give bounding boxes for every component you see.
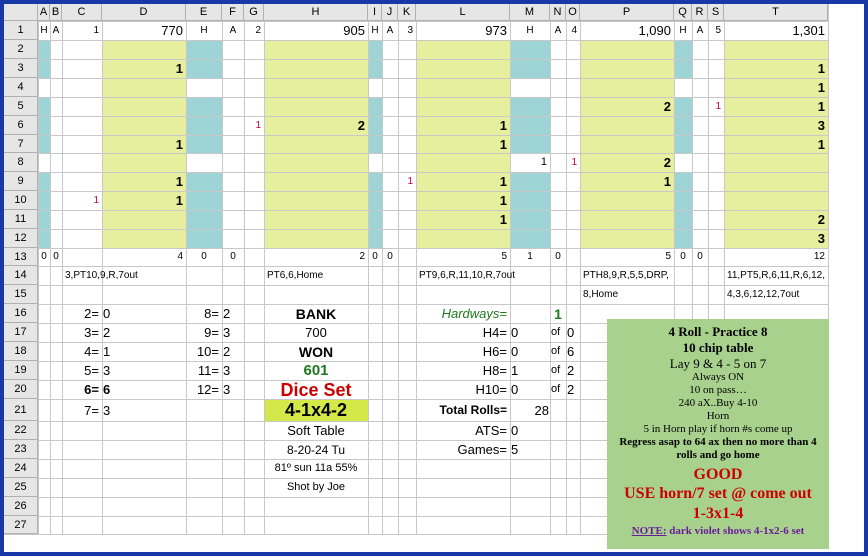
note-line12: USE horn/7 set @ come out bbox=[624, 485, 812, 502]
teal-cell-i7 bbox=[368, 135, 382, 153]
row-header-21[interactable]: 21 bbox=[4, 399, 38, 421]
cell-t13: 12 bbox=[813, 251, 825, 262]
cell-l14: PT9,6,R,11,10,R,7out bbox=[419, 269, 515, 281]
grid-hline bbox=[4, 191, 828, 192]
column-header-o[interactable]: O bbox=[566, 4, 580, 21]
cell-i1: H bbox=[371, 24, 379, 36]
cell-d10: 1 bbox=[175, 193, 183, 208]
teal-cell-m12 bbox=[510, 229, 550, 248]
cell-h14: PT6,6,Home bbox=[267, 269, 324, 281]
column-header-g[interactable]: G bbox=[244, 4, 264, 21]
cell-d9: 1 bbox=[175, 174, 183, 189]
cell-o1: 4 bbox=[571, 24, 577, 36]
cell-d13: 4 bbox=[177, 251, 183, 262]
column-header-n[interactable]: N bbox=[550, 4, 566, 21]
corner-select-all[interactable] bbox=[4, 4, 38, 21]
bank-table: Soft Table bbox=[287, 423, 345, 438]
column-header-b[interactable]: B bbox=[50, 4, 62, 21]
cell-k1: 3 bbox=[407, 24, 413, 36]
cell-h1: 905 bbox=[343, 23, 365, 38]
grid-hline bbox=[4, 97, 828, 98]
teal-cell-e11 bbox=[186, 210, 222, 229]
cell-p5: 2 bbox=[663, 99, 671, 114]
grid-hline bbox=[4, 248, 828, 249]
teal-cell-m10 bbox=[510, 191, 550, 210]
cell-m8: 1 bbox=[540, 156, 547, 168]
teal-cell-a2 bbox=[38, 40, 50, 59]
cell-d1: 770 bbox=[161, 23, 183, 38]
note-line13: 1-3x1-4 bbox=[692, 505, 744, 522]
total-rolls-label: Total Rolls= bbox=[439, 403, 507, 417]
cell-p1: 1,090 bbox=[638, 23, 671, 38]
hardway-h8-label: H8= bbox=[482, 363, 507, 378]
note-line5: 10 on pass… bbox=[689, 384, 747, 396]
cell-b13: 0 bbox=[53, 251, 59, 262]
teal-cell-i11 bbox=[368, 210, 382, 229]
cell-t12: 3 bbox=[817, 231, 825, 246]
teal-cell-m2 bbox=[510, 40, 550, 59]
teal-cell-e7 bbox=[186, 135, 222, 153]
grid-hline bbox=[4, 266, 828, 267]
yellow-column-p bbox=[580, 40, 674, 248]
cell-f13: 0 bbox=[230, 251, 236, 262]
cell-m13: 1 bbox=[527, 251, 533, 262]
teal-cell-i3 bbox=[368, 59, 382, 78]
count-two-value: 0 bbox=[103, 306, 111, 321]
cell-t4: 1 bbox=[817, 80, 825, 95]
column-header-j[interactable]: J bbox=[382, 4, 398, 21]
teal-cell-e3 bbox=[186, 59, 222, 78]
cell-k9: 1 bbox=[407, 175, 413, 187]
hardway-h8-max: 2 bbox=[567, 363, 575, 378]
hardway-h10-max: 2 bbox=[567, 382, 575, 397]
cell-h13: 2 bbox=[359, 251, 365, 262]
count-seven-label: 7= bbox=[84, 402, 99, 418]
row-header-18[interactable]: 18 bbox=[4, 342, 38, 361]
grid-hline bbox=[4, 172, 828, 173]
count-six-label: 6= bbox=[84, 382, 99, 397]
row-header-13[interactable]: 13 bbox=[4, 248, 38, 266]
teal-cell-m9 bbox=[510, 172, 550, 191]
grid-hline bbox=[4, 21, 828, 22]
games-value: 5 bbox=[511, 442, 519, 457]
teal-cell-a11 bbox=[38, 210, 50, 229]
cell-c10: 1 bbox=[93, 194, 99, 206]
cell-p9: 1 bbox=[663, 174, 671, 189]
grid-vline bbox=[382, 4, 383, 534]
ats-value: 0 bbox=[511, 423, 519, 438]
column-header-c[interactable]: C bbox=[62, 4, 102, 21]
teal-cell-m6 bbox=[510, 116, 550, 135]
note-line14 bbox=[607, 526, 829, 537]
column-header-m[interactable]: M bbox=[510, 4, 550, 21]
note-line1: 4 Roll - Practice 8 bbox=[668, 324, 768, 339]
grid-hline bbox=[4, 135, 828, 136]
grid-hline bbox=[4, 116, 828, 117]
hardway-h10-of: of bbox=[551, 383, 561, 395]
teal-cell-m5 bbox=[510, 97, 550, 116]
count-three-value: 2 bbox=[103, 325, 111, 340]
teal-cell-e10 bbox=[186, 191, 222, 210]
column-header-s[interactable]: S bbox=[708, 4, 724, 21]
cell-t6: 3 bbox=[817, 118, 825, 133]
count-eight-value: 2 bbox=[223, 306, 231, 321]
teal-cell-q2 bbox=[674, 40, 692, 59]
count-four-label: 4= bbox=[84, 344, 99, 359]
grid-vline bbox=[38, 4, 39, 534]
teal-cell-q10 bbox=[674, 191, 692, 210]
cell-l6: 1 bbox=[499, 118, 507, 133]
row-header-3[interactable]: 3 bbox=[4, 59, 38, 78]
note-line7: Horn bbox=[706, 410, 730, 422]
teal-cell-q11 bbox=[674, 210, 692, 229]
teal-cell-a6 bbox=[38, 116, 50, 135]
bank-won-val: 601 bbox=[303, 362, 329, 379]
column-header-a[interactable]: A bbox=[38, 4, 50, 21]
teal-cell-m3 bbox=[510, 59, 550, 78]
column-header-d[interactable]: D bbox=[102, 4, 186, 21]
cell-l7: 1 bbox=[499, 136, 507, 152]
cell-t11: 2 bbox=[817, 212, 825, 227]
cell-r1: A bbox=[696, 24, 704, 36]
column-header-e[interactable]: E bbox=[186, 4, 222, 21]
teal-cell-q12 bbox=[674, 229, 692, 248]
count-five-value: 3 bbox=[103, 363, 111, 378]
count-twelve-label: 12= bbox=[196, 382, 219, 397]
cell-m1: H bbox=[526, 24, 534, 36]
cell-b1: A bbox=[52, 24, 60, 36]
column-header-l[interactable]: L bbox=[416, 4, 510, 21]
row-header-15[interactable]: 15 bbox=[4, 285, 38, 304]
cell-t14: 11,PT5,R,6,11,R,6,12, bbox=[727, 269, 826, 281]
note-line9: Regress asap to 64 ax then no more than 4 bbox=[619, 436, 817, 448]
hardway-h6-label: H6= bbox=[482, 344, 507, 359]
teal-cell-e2 bbox=[186, 40, 222, 59]
cell-l1: 973 bbox=[485, 23, 507, 38]
cell-l10: 1 bbox=[499, 193, 507, 208]
row-header-27[interactable]: 27 bbox=[4, 516, 38, 534]
bank-won-label: WON bbox=[298, 343, 334, 360]
note-label: NOTE: bbox=[631, 525, 667, 537]
row-header-2[interactable]: 2 bbox=[4, 40, 38, 59]
bank-dice-set-label: Dice Set bbox=[280, 379, 352, 400]
hardway-h4-label: H4= bbox=[482, 325, 507, 340]
teal-cell-a10 bbox=[38, 191, 50, 210]
cell-i13: 0 bbox=[372, 251, 378, 262]
cell-t1: 1,301 bbox=[792, 23, 825, 38]
row-header-23[interactable]: 23 bbox=[4, 440, 38, 459]
row-header-1[interactable]: 1 bbox=[4, 21, 38, 40]
count-eleven-label: 11= bbox=[197, 363, 219, 378]
teal-cell-q5 bbox=[674, 97, 692, 116]
cell-q13: 0 bbox=[680, 251, 686, 262]
hardway-h6-max: 6 bbox=[567, 344, 575, 359]
grid-hline bbox=[4, 210, 828, 211]
cell-l9: 1 bbox=[499, 174, 507, 189]
grid-vline bbox=[580, 4, 581, 534]
count-four-value: 1 bbox=[103, 344, 111, 359]
hardway-h4-value: 0 bbox=[511, 325, 519, 340]
total-rolls-value: 28 bbox=[534, 402, 549, 418]
hardway-h10-value: 0 bbox=[511, 382, 519, 397]
note-line4: Always ON bbox=[691, 371, 745, 383]
grid-hline bbox=[4, 59, 828, 60]
teal-cell-q7 bbox=[674, 135, 692, 153]
cell-l13: 5 bbox=[501, 251, 507, 262]
cell-r13: 0 bbox=[697, 251, 703, 262]
note-line6: 240 aX..Buy 4-10 bbox=[678, 397, 758, 409]
hardway-h8-of: of bbox=[551, 364, 561, 376]
column-header-r[interactable]: R bbox=[692, 4, 708, 21]
grid-vline bbox=[62, 4, 63, 534]
grid-vline bbox=[102, 4, 103, 534]
row-header-6[interactable]: 6 bbox=[4, 116, 38, 135]
count-nine-value: 3 bbox=[223, 325, 231, 340]
teal-cell-m11 bbox=[510, 210, 550, 229]
teal-cell-i2 bbox=[368, 40, 382, 59]
teal-cell-m7 bbox=[510, 135, 550, 153]
row-header-20[interactable]: 20 bbox=[4, 380, 38, 399]
teal-cell-e12 bbox=[186, 229, 222, 248]
cell-o8: 1 bbox=[571, 156, 577, 168]
note-line3: Lay 9 & 4 - 5 on 7 bbox=[669, 356, 767, 371]
count-seven-value: 3 bbox=[103, 402, 111, 418]
cell-l11: 1 bbox=[499, 212, 507, 227]
count-two-label: 2= bbox=[84, 306, 99, 321]
count-ten-label: 10= bbox=[196, 344, 219, 359]
column-header-f[interactable]: F bbox=[222, 4, 244, 21]
cell-e13: 0 bbox=[201, 251, 207, 262]
hardway-h4-max: 0 bbox=[567, 325, 575, 340]
grid-hline bbox=[4, 153, 828, 154]
cell-g1: 2 bbox=[255, 24, 261, 36]
cell-j1: A bbox=[386, 24, 394, 36]
cell-e1: H bbox=[200, 24, 208, 36]
note-line8: 5 in Horn play if horn #s come up bbox=[643, 423, 793, 435]
teal-cell-i6 bbox=[368, 116, 382, 135]
column-header-q[interactable]: Q bbox=[674, 4, 692, 21]
hardway-h6-of: of bbox=[551, 345, 561, 357]
note-line11: GOOD bbox=[693, 466, 743, 483]
row-header-5[interactable]: 5 bbox=[4, 97, 38, 116]
cell-t7: 1 bbox=[817, 136, 825, 152]
cell-t15: 4,3,6,12,12,7out bbox=[727, 288, 800, 300]
row-header-10[interactable]: 10 bbox=[4, 191, 38, 210]
count-twelve-value: 3 bbox=[223, 382, 231, 397]
column-header-k[interactable]: K bbox=[398, 4, 416, 21]
cell-n1: A bbox=[554, 24, 562, 36]
grid-vline bbox=[368, 4, 369, 534]
cell-j13: 0 bbox=[387, 251, 393, 262]
teal-cell-q6 bbox=[674, 116, 692, 135]
count-six-value: 6 bbox=[103, 382, 111, 397]
ats-label: ATS= bbox=[475, 423, 507, 438]
cell-p8: 2 bbox=[663, 155, 671, 170]
teal-cell-e6 bbox=[186, 116, 222, 135]
teal-cell-i5 bbox=[368, 97, 382, 116]
note-line10: rolls and go home bbox=[676, 449, 760, 461]
row-header-26[interactable]: 26 bbox=[4, 497, 38, 516]
hardway-h10-label: H10= bbox=[475, 382, 507, 397]
cell-a13: 0 bbox=[41, 251, 47, 262]
row-header-8[interactable]: 8 bbox=[4, 153, 38, 172]
cell-d3: 1 bbox=[175, 61, 183, 76]
row-header-11[interactable]: 11 bbox=[4, 210, 38, 229]
note-text: dark violet shows 4-1x2-6 set bbox=[666, 525, 805, 537]
row-header-24[interactable]: 24 bbox=[4, 459, 38, 478]
row-header-12[interactable]: 12 bbox=[4, 229, 38, 248]
grid-hline bbox=[4, 229, 828, 230]
grid-hline bbox=[4, 78, 828, 79]
grid-hline bbox=[4, 304, 828, 305]
bank-dice-set-val: 4-1x4-2 bbox=[284, 400, 348, 420]
row-header-22[interactable]: 22 bbox=[4, 421, 38, 440]
hardway-h8-value: 1 bbox=[511, 363, 519, 378]
row-header-16[interactable]: 16 bbox=[4, 304, 38, 323]
hardway-h4-of: of bbox=[551, 326, 561, 338]
teal-cell-a7 bbox=[38, 135, 50, 153]
cell-g6: 1 bbox=[255, 119, 261, 131]
column-header-t[interactable]: T bbox=[724, 4, 828, 21]
row-header-25[interactable]: 25 bbox=[4, 478, 38, 497]
hardway-h6-value: 0 bbox=[511, 344, 519, 359]
row-header-7[interactable]: 7 bbox=[4, 135, 38, 153]
cell-h6: 2 bbox=[357, 118, 365, 133]
cell-s1: 5 bbox=[715, 24, 721, 36]
games-label: Games= bbox=[457, 442, 507, 457]
teal-cell-a3 bbox=[38, 59, 50, 78]
grid-vline bbox=[186, 4, 187, 534]
column-header-p[interactable]: P bbox=[580, 4, 674, 21]
teal-cell-q3 bbox=[674, 59, 692, 78]
bank-bank-val: 700 bbox=[305, 325, 327, 340]
cell-p14: PTH8,9,R,5,5,DRP, bbox=[583, 269, 669, 281]
count-five-label: 5= bbox=[84, 363, 99, 378]
teal-cell-a12 bbox=[38, 229, 50, 248]
note-line2: 10 chip table bbox=[682, 340, 754, 355]
cell-p13: 5 bbox=[665, 251, 671, 262]
cell-f1: A bbox=[229, 24, 237, 36]
count-nine-label: 9= bbox=[204, 325, 219, 340]
row-header-19[interactable]: 19 bbox=[4, 361, 38, 380]
grid-hline bbox=[4, 40, 828, 41]
cell-c1: 1 bbox=[93, 24, 99, 36]
row-header-4[interactable]: 4 bbox=[4, 78, 38, 97]
grid-vline bbox=[398, 4, 399, 534]
yellow-column-h bbox=[264, 40, 368, 248]
column-header-h[interactable]: H bbox=[264, 4, 368, 21]
bank-shooter: Shot by Joe bbox=[286, 481, 346, 493]
teal-cell-i10 bbox=[368, 191, 382, 210]
hardways-total: 1 bbox=[554, 305, 562, 322]
count-eight-label: 8= bbox=[204, 306, 219, 321]
cell-p15: 8,Home bbox=[583, 288, 619, 300]
grid-vline bbox=[222, 4, 223, 534]
teal-cell-e9 bbox=[186, 172, 222, 191]
column-header-i[interactable]: I bbox=[368, 4, 382, 21]
teal-cell-i12 bbox=[368, 229, 382, 248]
hardways-label: Hardways= bbox=[441, 306, 507, 321]
row-header-9[interactable]: 9 bbox=[4, 172, 38, 191]
grid-vline bbox=[244, 4, 245, 534]
cell-t5: 1 bbox=[817, 99, 825, 114]
count-ten-value: 2 bbox=[223, 344, 231, 359]
cell-a1: H bbox=[40, 24, 48, 36]
grid-vline bbox=[50, 4, 51, 534]
cell-s5: 1 bbox=[715, 100, 721, 112]
grid-hline bbox=[4, 285, 828, 286]
cell-t3: 1 bbox=[817, 61, 825, 76]
teal-cell-e5 bbox=[186, 97, 222, 116]
teal-cell-q9 bbox=[674, 172, 692, 191]
grid-vline bbox=[566, 4, 567, 534]
teal-cell-a5 bbox=[38, 97, 50, 116]
cell-n13: 0 bbox=[555, 251, 561, 262]
teal-cell-i9 bbox=[368, 172, 382, 191]
row-header-17[interactable]: 17 bbox=[4, 323, 38, 342]
bank-bank-label: BANK bbox=[295, 305, 337, 322]
cell-q1: H bbox=[679, 24, 687, 36]
cell-c14: 3,PT10,9,R,7out bbox=[65, 269, 138, 281]
practice-note-box bbox=[607, 319, 829, 549]
row-header-14[interactable]: 14 bbox=[4, 266, 38, 285]
grid-vline bbox=[550, 4, 551, 534]
count-three-label: 3= bbox=[84, 325, 99, 340]
spreadsheet-grid bbox=[4, 4, 864, 552]
teal-cell-a9 bbox=[38, 172, 50, 191]
bank-date: 8-20-24 Tu bbox=[286, 442, 346, 457]
bank-weather: 81º sun 11a 55% bbox=[274, 462, 358, 474]
count-eleven-value: 3 bbox=[223, 363, 231, 378]
cell-d7: 1 bbox=[175, 136, 183, 152]
